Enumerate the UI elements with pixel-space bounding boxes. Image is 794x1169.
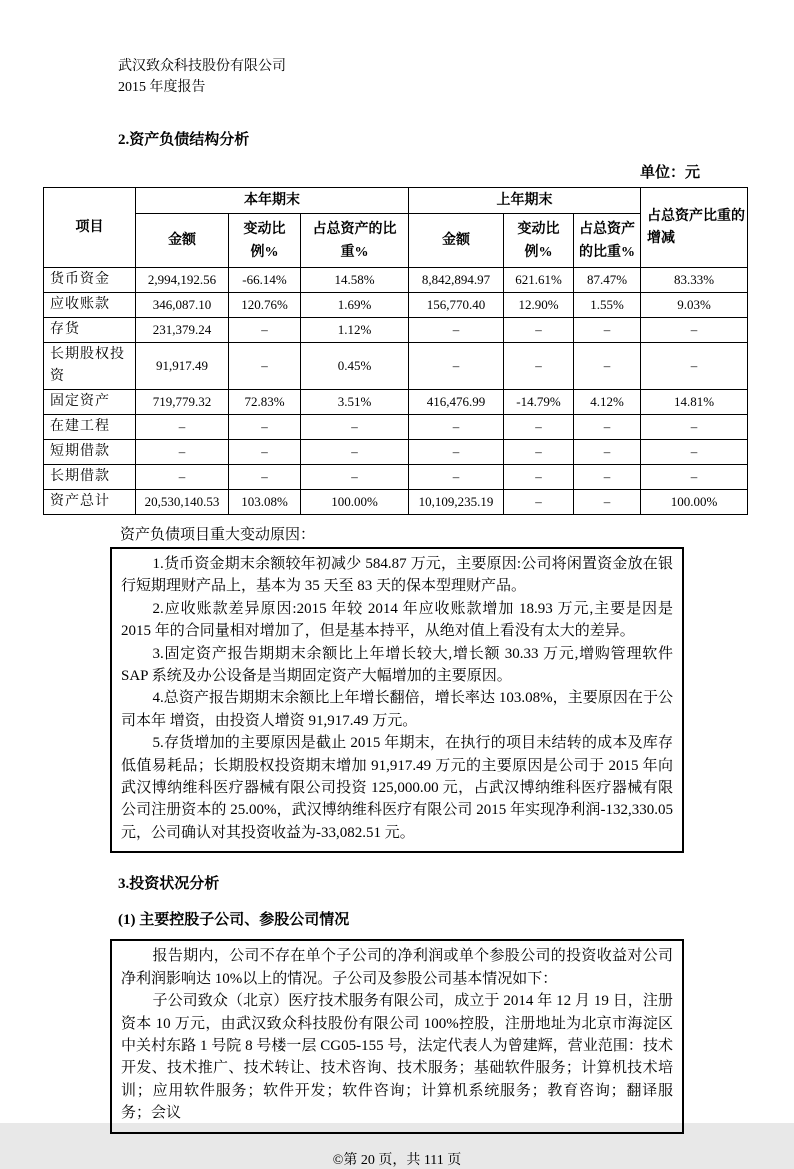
col-header-current-change: 变动比例% <box>229 214 301 268</box>
reason-paragraph-3: 3.固定资产报告期期末余额比上年增长较大,增长额 30.33 万元,增购管理软件 SAP 系统及办公设备是当期固定资产大幅增加的主要原因。 <box>121 645 673 685</box>
cell-prior-change: 621.61% <box>504 268 574 293</box>
cell-item: 应收账款 <box>44 293 136 318</box>
subsidiaries-paragraph-2: 子公司致众（北京）医疗技术服务有限公司，成立于 2014 年 12 月 19 日，注册资本 10 万元，由武汉致众科技股份有限公司 100%控股，注册地址为北京市海淀区中关村东路 1 号院 8 号楼一层 CG05-155 号，法定代表人为曾建辉，营业范围：技术开发、技术推广、技术转让、技术咨询、技术服务；基础软件服务；计算机技术培训；应用软件服务；软件开发；软件咨询；计算机系统服务；教育咨询；翻译服务；会议 <box>121 993 673 1122</box>
cell-current-amount: 231,379.24 <box>136 318 229 343</box>
reason-paragraph-1: 1.货币资金期末余额较年初减少 584.87 万元，主要原因:公司将闲置资金放在银行短期理财产品上，基本为 35 天至 83 天的保本型理财产品。 <box>121 556 673 595</box>
cell-prior-change: – <box>504 343 574 390</box>
reasons-box <box>110 547 684 853</box>
cell-item: 长期股权投资 <box>44 343 136 390</box>
cell-prior-amount: – <box>409 343 504 390</box>
cell-share-delta: – <box>641 318 748 343</box>
cell-prior-share: – <box>574 343 641 390</box>
col-header-prior-change: 变动比例% <box>504 214 574 268</box>
table-row-total-assets <box>44 490 748 515</box>
reason-paragraph-2: 2.应收账款差异原因:2015 年较 2014 年应收账款增加 18.93 万元,主要是因是 2015 年的合同量相对增加了，但是基本持平，从绝对值上看没有太大的差异。 <box>121 600 673 640</box>
cell-current-amount: – <box>136 415 229 440</box>
cell-prior-change: – <box>504 490 574 515</box>
cell-prior-change: – <box>504 318 574 343</box>
cell-current-amount: – <box>136 465 229 490</box>
cell-prior-change: – <box>504 415 574 440</box>
cell-prior-amount: 8,842,894.97 <box>409 268 504 293</box>
company-name: 武汉致众科技股份有限公司 <box>118 59 286 74</box>
cell-current-change: – <box>229 318 301 343</box>
section3-sub-heading: (1) 主要控股子公司、参股公司情况 <box>118 912 350 929</box>
cell-current-share: – <box>301 415 409 440</box>
reasons-title: 资产负债项目重大变动原因： <box>120 527 316 543</box>
cell-prior-amount: – <box>409 318 504 343</box>
cell-current-change: -66.14% <box>229 268 301 293</box>
cell-current-change: – <box>229 343 301 390</box>
cell-prior-amount: 10,109,235.19 <box>409 490 504 515</box>
cell-share-delta: – <box>641 440 748 465</box>
unit-label: 单位：元 <box>639 165 700 181</box>
cell-current-share: 1.12% <box>301 318 409 343</box>
cell-prior-share: – <box>574 440 641 465</box>
cell-prior-share: – <box>574 318 641 343</box>
cell-current-amount: 20,530,140.53 <box>136 490 229 515</box>
cell-item: 资产总计 <box>44 490 136 515</box>
cell-current-share: 3.51% <box>301 390 409 415</box>
cell-prior-share: 1.55% <box>574 293 641 318</box>
document-header <box>0 0 794 98</box>
cell-current-share: 100.00% <box>301 490 409 515</box>
reason-paragraph-5: 5.存货增加的主要原因是截止 2015 年期末，在执行的项目未结转的成本及库存低值易耗品；长期股权投资期末增加 91,917.49 万元的主要原因是公司于 2015 年向武汉博纳维科医疗器械有限公司投资 125,000.00 元，占武汉博纳维科医疗器械有限公司注册资本的 25.00%，武汉博纳维科医疗有限公司 2015 年实现净利润-132,330.05 元，公司确认对其投资收益为-33,082.51 元。 <box>121 735 673 841</box>
cell-current-change: 72.83% <box>229 390 301 415</box>
cell-current-amount: 91,917.49 <box>136 343 229 390</box>
cell-prior-amount: – <box>409 415 504 440</box>
cell-prior-amount: 416,476.99 <box>409 390 504 415</box>
cell-share-delta: 9.03% <box>641 293 748 318</box>
table-row-monetary-funds <box>44 268 748 293</box>
col-header-share-delta: 占总资产比重的增减 <box>641 188 748 268</box>
cell-share-delta: 100.00% <box>641 490 748 515</box>
cell-current-share: 1.69% <box>301 293 409 318</box>
cell-current-share: 0.45% <box>301 343 409 390</box>
cell-current-share: – <box>301 465 409 490</box>
cell-current-amount: 719,779.32 <box>136 390 229 415</box>
report-title: 2015 年度报告 <box>118 80 206 95</box>
col-header-item: 项目 <box>44 188 136 268</box>
cell-current-share: 14.58% <box>301 268 409 293</box>
cell-share-delta: 14.81% <box>641 390 748 415</box>
section2-heading: 2.资产负债结构分析 <box>118 132 250 148</box>
table-row-long-term-borrowings <box>44 465 748 490</box>
cell-prior-amount: 156,770.40 <box>409 293 504 318</box>
cell-item: 固定资产 <box>44 390 136 415</box>
col-group-current-period: 本年期末 <box>136 188 409 214</box>
section3-heading: 3.投资状况分析 <box>118 876 220 893</box>
col-header-prior-amount: 金额 <box>409 214 504 268</box>
table-row-long-term-equity-investment <box>44 343 748 390</box>
cell-prior-share: 87.47% <box>574 268 641 293</box>
cell-share-delta: 83.33% <box>641 268 748 293</box>
cell-prior-amount: – <box>409 440 504 465</box>
cell-item: 货币资金 <box>44 268 136 293</box>
col-group-prior-period: 上年期末 <box>409 188 641 214</box>
table-row-fixed-assets <box>44 390 748 415</box>
cell-current-change: – <box>229 415 301 440</box>
cell-current-change: 120.76% <box>229 293 301 318</box>
page-number-indicator: ©第 20 页，共 111 页 <box>332 1152 462 1168</box>
cell-item: 存货 <box>44 318 136 343</box>
cell-prior-change: – <box>504 465 574 490</box>
table-row-construction-in-progress <box>44 415 748 440</box>
cell-prior-share: – <box>574 415 641 440</box>
balance-sheet-table <box>43 187 748 515</box>
cell-item: 长期借款 <box>44 465 136 490</box>
col-header-current-amount: 金额 <box>136 214 229 268</box>
cell-prior-change: -14.79% <box>504 390 574 415</box>
cell-prior-amount: – <box>409 465 504 490</box>
cell-prior-share: – <box>574 465 641 490</box>
cell-prior-change: – <box>504 440 574 465</box>
table-header-group-row <box>44 188 748 214</box>
table-row-short-term-borrowings <box>44 440 748 465</box>
cell-share-delta: – <box>641 343 748 390</box>
table-row-inventory <box>44 318 748 343</box>
cell-prior-share: 4.12% <box>574 390 641 415</box>
reason-paragraph-4: 4.总资产报告期期末余额比上年增长翻倍，增长率达 103.08%，主要原因在于公司本年 增资，由投资人增资 91,917.49 万元。 <box>121 690 673 729</box>
cell-current-amount: – <box>136 440 229 465</box>
cell-current-amount: 2,994,192.56 <box>136 268 229 293</box>
cell-item: 在建工程 <box>44 415 136 440</box>
cell-item: 短期借款 <box>44 440 136 465</box>
cell-prior-share: – <box>574 490 641 515</box>
subsidiaries-box <box>110 939 684 1133</box>
cell-share-delta: – <box>641 465 748 490</box>
cell-current-share: – <box>301 440 409 465</box>
cell-share-delta: – <box>641 415 748 440</box>
cell-current-amount: 346,087.10 <box>136 293 229 318</box>
cell-prior-change: 12.90% <box>504 293 574 318</box>
cell-current-change: 103.08% <box>229 490 301 515</box>
subsidiaries-paragraph-1: 报告期内，公司不存在单个子公司的净利润或单个参股公司的投资收益对公司净利润影响达 10%以上的情况。子公司及参股公司基本情况如下： <box>121 948 673 987</box>
cell-current-change: – <box>229 440 301 465</box>
col-header-prior-share: 占总资产的比重% <box>574 214 641 268</box>
table-row-accounts-receivable <box>44 293 748 318</box>
col-header-current-share: 占总资产的比重% <box>301 214 409 268</box>
cell-current-change: – <box>229 465 301 490</box>
